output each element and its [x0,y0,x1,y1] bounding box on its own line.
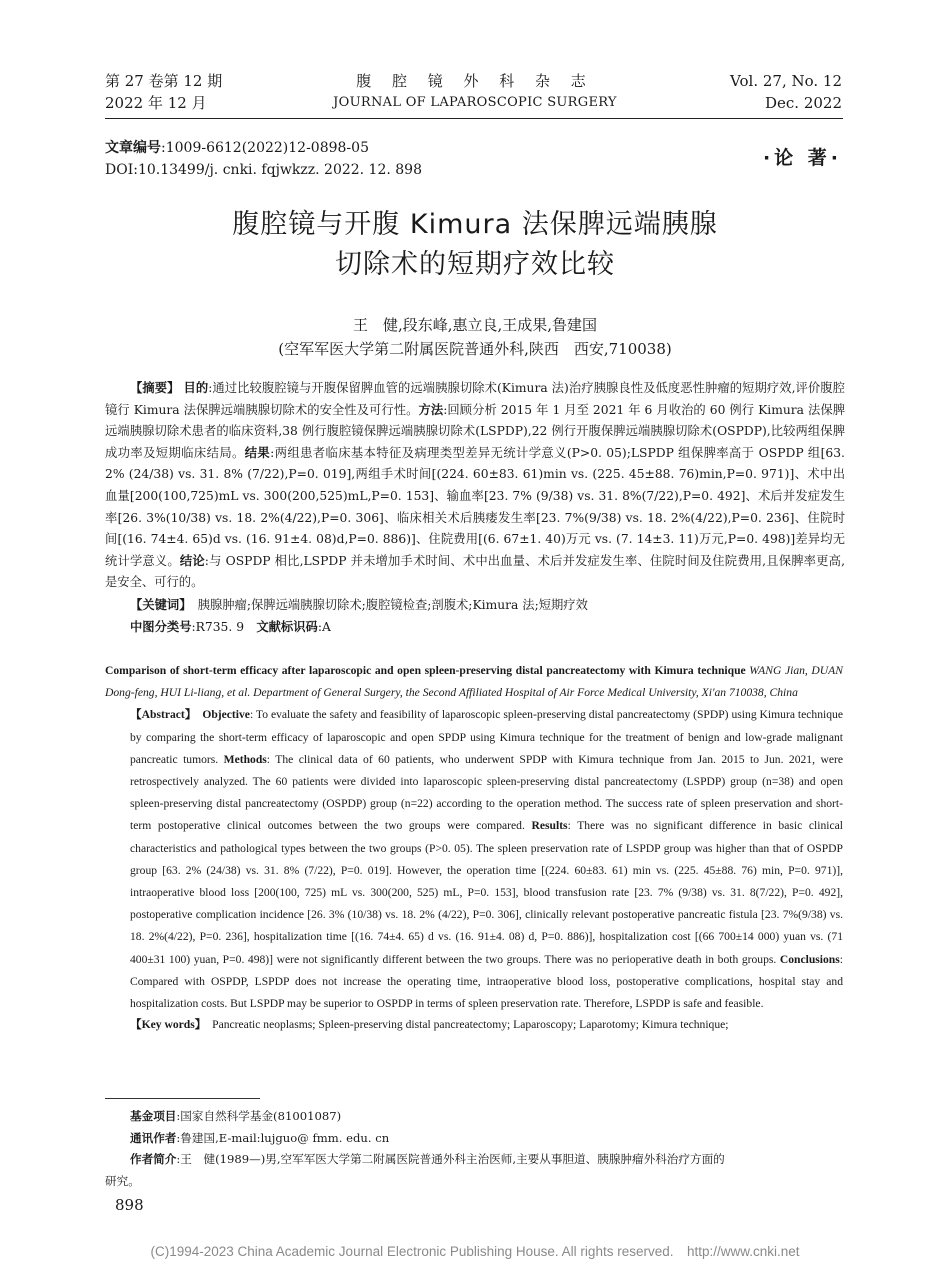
classification [130,617,331,639]
article-meta [105,137,422,181]
keywords-en-text: Pancreatic neoplasms; Spleen-preserving distal pancreatectomy; Laparoscopy; Laparotomy; Kimura technique; [200,1018,729,1031]
conclusion-cn: :与 OSPDP 相比,LSPDP 并未增加手术时间、术中出血量、术后并发症发生率、住院时间及住院费用,且保脾率更高,是安全、可行的。 [105,553,845,590]
title-line-2: 切除术的短期疗效比较 [335,249,615,280]
article-title [0,205,950,285]
keywords-cn-label: 【关键词】 [130,598,186,612]
journal-name-en: JOURNAL OF LAPAROSCOPIC SURGERY [333,95,617,110]
results-en-label: Results [531,819,568,833]
header-volume-cn: 第 27 卷第 12 期 [105,72,223,90]
author-names: 王 健,段东峰,惠立良,王成果,鲁建国 [352,316,598,334]
abstract-en-label: 【Abstract】 [130,708,191,722]
en-title-block [105,660,843,704]
keywords-en-label: 【Key words】 [130,1018,201,1031]
header-vol-no: Vol. 27, No. 12 [730,72,842,90]
header-date-cn: 2022 年 12 月 [105,94,207,112]
author-affiliation: (空军军医大学第二附属医院普通外科,陕西 西安,710038) [278,340,672,358]
objective-en-label: Objective [202,708,250,722]
copyright-line: (C)1994-2023 China Academic Journal Electronic Publishing House. All rights reserved. http://www.cnki.net [150,1244,800,1259]
doc-code-label: 文献标识码 [256,620,318,634]
correspondence-note: 通讯作者:鲁建国,E-mail:lujguo@ fmm. edu. cn [130,1130,390,1145]
footnotes [105,1106,843,1192]
doc-code-value: :A [317,620,331,634]
en-title: Comparison of short-term efficacy after laparoscopic and open spleen-preserving distal pancreatectomy with Kimura technique [105,664,746,677]
fund-note: 基金项目:国家自然科学基金(81001087) [130,1109,342,1123]
objective-cn: :通过比较腹腔镜与开腹保留脾血管的远端胰腺切除术(Kimura 法)治疗胰腺良性及低度恶性肿瘤的短期疗效,评价腹腔镜行 Kimura 法保脾远端胰腺切除术的安全性及可行性。 [105,381,845,417]
results-cn: :两组患者临床基本特征及病理类型差异无统计学意义(P>0. 05);LSPDP 组保脾率高于 OSPDP 组[63. 2% (24/38) vs. 31. 8% (7/22),P=0. 019],两组手术时间[(224. 60±83. 61)min vs. (225. 45±88. 76)min,P=0. 971)]、术中出血量[200(100,725)mL vs. 300(200,525)mL,P=0. 153]、输血率[23. 7% (9/38) vs. 31. 8%(7/22),P=0. 492]、术后并发症发生率[26. 3%(10/38) vs. 18. 2%(4/22),P=0. 306]、临床相关术后胰瘘发生率[23. 7%(9/38) vs. 18. 2%(4/22),P=0. 236]、住院时间[(16. 74±4. 65)d vs. (16. 91±4. 08)d,P=0. 886)]、住院费用[(6. 67±1. 40)万元 vs. (7. 14±3. 11)万元,P=0. 498)]差异均无统计学意义。 [105,445,845,568]
objective-cn-label: 目的 [183,381,209,395]
results-en: : There was no significant difference in basic clinical characteristics and pathological types between the two groups (P>0. 05). The spleen preservation rate of LSPDP group was higher than that of OSPDP group [63. 2% (24/38) vs. 31. 8% (7/22), P=0. 019]. However, the operation time [(224. 60±83. 61) min vs. (225. 45±88. 76) min, P=0. 971)], intraoperative blood loss [200(100, 725) mL vs. 300(200, 525) mL, P=0. 153], blood transfusion rate [23. 7% (9/38) vs. 31. 8(7/22), P=0. 492], postoperative complication incidence [26. 3% (10/38) vs. 18. 2% (4/22), P=0. 306], clinically relevant postoperative pancreatic fistula [23. 7%(9/38) vs. 18. 2%(4/22), P=0. 236], hospitalization time [(16. 74±4. 65) d vs. (16. 91±4. 08) d, P=0. 886)], hospitalization cost [(66 700±14 000) yuan vs. (71 400±31 100) yuan, P=0. 498)] were not significantly different between the two groups. There was no perioperative death in both groups. [130,819,843,966]
abstract-cn-label: 【摘要】 [130,381,180,395]
keywords-cn-text: 胰腺肿瘤;保脾远端胰腺切除术;腹腔镜检查;剖腹术;Kimura 法;短期疗效 [185,598,588,612]
article-number: 文章编号:1009-6612(2022)12-0898-05 [105,140,369,156]
author-bio-note: 作者简介:王 健(1989—)男,空军军医大学第二附属医院普通外科主治医师,主要从事胆道、胰腺肿瘤外科治疗方面的 [130,1152,725,1166]
author-block [0,313,950,361]
results-cn-label: 结果 [244,445,271,460]
journal-name-cn: 腹 腔 镜 外 科 杂 志 [356,72,594,90]
page-number: 898 [115,1196,144,1214]
abstract-en [105,660,843,1015]
methods-en-label: Methods [223,752,267,766]
abstract-cn [105,378,845,594]
doi: DOI:10.13499/j. cnki. fqjwkzz. 2022. 12. 898 [105,162,422,178]
header-volume-en [730,70,842,114]
header-rule [105,118,843,119]
methods-cn-label: 方法 [418,402,444,417]
keywords-cn [130,595,588,617]
en-authors: WANG Jian, DUAN Dong-feng, HUI Li-liang, et al. Department of General Surgery, the Second Affiliated Hospital of Air Force Medical University, Xi'an 710038, China [105,664,843,700]
clc-label: 中图分类号 [130,620,192,634]
objective-en: : To evaluate the safety and feasibility of laparoscopic spleen-preserving distal pancreatectomy (SPDP) using Kimura technique by comparing the short-term efficacy of laparoscopic and open SPDP using Kimura technique for the treatment of benign and low-grade malignant pancreatic tumors. [130,708,843,766]
conclusions-en: : Compared with OSPDP, LSPDP does not increase the operating time, intraoperative blood loss, postoperative complications, hospital stay and hospitalization costs. But LSPDP may be superior to OSPDP in terms of spleen preservation rate. Therefore, LSPDP is safe and feasible. [130,952,843,1011]
footnote-rule [105,1098,260,1099]
clc-value: :R735. 9 [191,620,257,634]
header-date-en: Dec. 2022 [764,94,842,112]
conclusion-cn-label: 结论 [179,553,205,568]
keywords-en [130,1014,729,1036]
section-tag: ·论 著· [762,147,842,169]
methods-cn: :回顾分析 2015 年 1 月至 2021 年 6 月收治的 60 例行 Kimura 法保脾远端胰腺切除术患者的临床资料,38 例行腹腔镜保脾远端胰腺切除术(LSPDP),22 例行开腹保脾远端胰腺切除术(OSPDP),比较两组保脾成功率及短期临床结局。 [105,402,845,460]
methods-en: : The clinical data of 60 patients, who underwent SPDP with Kimura technique from Jan. 2015 to Jun. 2021, were retrospectively analyzed. The 60 patients were divided into laparoscopic spleen-preserving distal pancreatectomy (LSPDP) group (n=38) and open spleen-preserving distal pancreatectomy (OSPDP) group (n=22) according to the operation method. The success rate of spleen preservation and short-term postoperative clinical outcomes between the two groups were compared. [130,752,843,833]
title-line-1: 腹腔镜与开腹 Kimura 法保脾远端胰腺 [232,209,718,240]
en-abstract-body [105,704,843,1015]
author-bio-cont: 研究。 [105,1173,140,1188]
conclusions-en-label: Conclusions [779,952,840,966]
